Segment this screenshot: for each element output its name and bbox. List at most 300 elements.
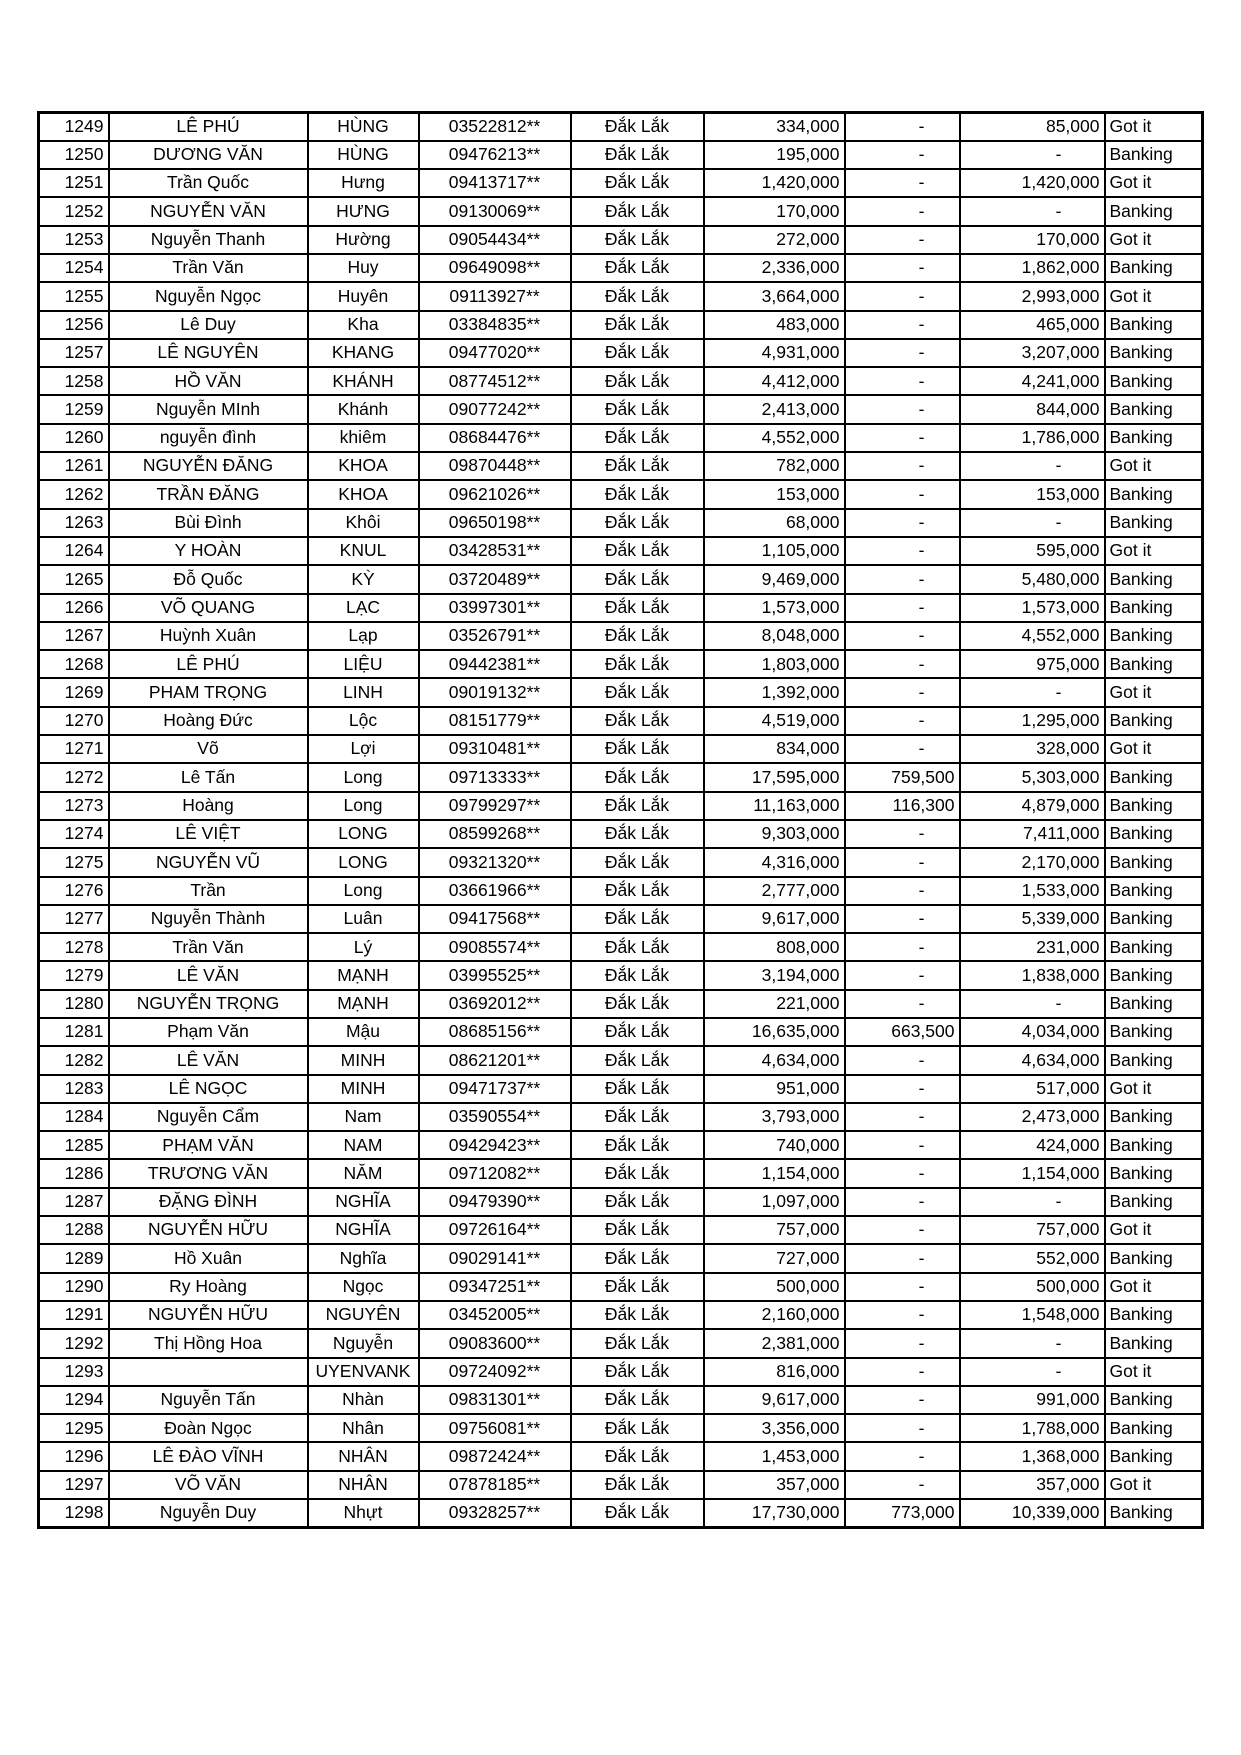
cell-province: Đắk Lắk: [571, 1499, 704, 1527]
cell-province: Đắk Lắk: [571, 1046, 704, 1074]
cell-given-name: KỲ: [308, 565, 419, 593]
table-row: [39, 113, 1203, 141]
cell-row-number: 1297: [39, 1471, 109, 1499]
cell-row-number: 1260: [39, 424, 109, 452]
cell-last-middle-name: Lê Tấn: [109, 763, 308, 791]
cell-amount-2: -: [845, 594, 960, 622]
cell-amount-1: 3,664,000: [704, 282, 845, 310]
cell-amount-3: -: [960, 197, 1105, 225]
cell-row-number: 1265: [39, 565, 109, 593]
table-row: [39, 1301, 1203, 1329]
cell-amount-2: 759,500: [845, 763, 960, 791]
cell-row-number: 1266: [39, 594, 109, 622]
cell-amount-2: -: [845, 537, 960, 565]
cell-amount-1: 2,413,000: [704, 395, 845, 423]
cell-phone-masked: 09831301**: [419, 1386, 571, 1414]
cell-row-number: 1263: [39, 509, 109, 537]
cell-given-name: Nhân: [308, 1414, 419, 1442]
cell-amount-3: 5,339,000: [960, 905, 1105, 933]
cell-amount-2: -: [845, 848, 960, 876]
cell-last-middle-name: NGUYỄN ĐĂNG: [109, 452, 308, 480]
table-row: [39, 1046, 1203, 1074]
cell-amount-2: -: [845, 905, 960, 933]
table-row: [39, 820, 1203, 848]
cell-row-number: 1278: [39, 933, 109, 961]
cell-given-name: HÙNG: [308, 141, 419, 169]
cell-amount-2: -: [845, 1358, 960, 1386]
cell-amount-2: -: [845, 1329, 960, 1357]
cell-given-name: LẠC: [308, 594, 419, 622]
table-row: [39, 905, 1203, 933]
cell-amount-2: -: [845, 424, 960, 452]
cell-last-middle-name: Nguyễn Tấn: [109, 1386, 308, 1414]
cell-row-number: 1296: [39, 1442, 109, 1470]
table-row: [39, 424, 1203, 452]
cell-status: Banking: [1105, 197, 1203, 225]
cell-row-number: 1288: [39, 1216, 109, 1244]
cell-province: Đắk Lắk: [571, 1244, 704, 1272]
cell-last-middle-name: VÕ VĂN: [109, 1471, 308, 1499]
cell-amount-3: -: [960, 990, 1105, 1018]
cell-amount-1: 834,000: [704, 735, 845, 763]
cell-status: Got it: [1105, 1216, 1203, 1244]
cell-given-name: MẠNH: [308, 990, 419, 1018]
cell-given-name: LONG: [308, 848, 419, 876]
cell-status: Banking: [1105, 961, 1203, 989]
cell-amount-1: 357,000: [704, 1471, 845, 1499]
cell-last-middle-name: Nguyễn Thanh: [109, 226, 308, 254]
cell-row-number: 1279: [39, 961, 109, 989]
cell-amount-2: 773,000: [845, 1499, 960, 1527]
cell-amount-3: 5,480,000: [960, 565, 1105, 593]
cell-phone-masked: 03692012**: [419, 990, 571, 1018]
cell-status: Banking: [1105, 1018, 1203, 1046]
cell-row-number: 1253: [39, 226, 109, 254]
cell-given-name: NHÂN: [308, 1442, 419, 1470]
cell-last-middle-name: nguyễn đình: [109, 424, 308, 452]
cell-given-name: UYENVANK: [308, 1358, 419, 1386]
cell-given-name: HƯNG: [308, 197, 419, 225]
cell-amount-1: 500,000: [704, 1273, 845, 1301]
cell-given-name: NĂM: [308, 1159, 419, 1187]
cell-status: Banking: [1105, 1103, 1203, 1131]
cell-amount-3: -: [960, 1358, 1105, 1386]
cell-amount-1: 4,931,000: [704, 339, 845, 367]
cell-status: Banking: [1105, 990, 1203, 1018]
cell-given-name: HÙNG: [308, 113, 419, 141]
cell-phone-masked: 09347251**: [419, 1273, 571, 1301]
cell-last-middle-name: Nguyễn Cẩm: [109, 1103, 308, 1131]
cell-amount-1: 272,000: [704, 226, 845, 254]
cell-phone-masked: 03997301**: [419, 594, 571, 622]
cell-given-name: MẠNH: [308, 961, 419, 989]
cell-province: Đắk Lắk: [571, 169, 704, 197]
cell-amount-3: 4,634,000: [960, 1046, 1105, 1074]
cell-amount-3: 5,303,000: [960, 763, 1105, 791]
cell-province: Đắk Lắk: [571, 565, 704, 593]
cell-amount-3: 1,420,000: [960, 169, 1105, 197]
cell-phone-masked: 09724092**: [419, 1358, 571, 1386]
cell-amount-2: -: [845, 990, 960, 1018]
cell-last-middle-name: Đỗ Quốc: [109, 565, 308, 593]
cell-row-number: 1268: [39, 650, 109, 678]
cell-province: Đắk Lắk: [571, 254, 704, 282]
cell-province: Đắk Lắk: [571, 1188, 704, 1216]
cell-amount-3: 517,000: [960, 1075, 1105, 1103]
cell-last-middle-name: Ry Hoàng: [109, 1273, 308, 1301]
cell-amount-3: 2,473,000: [960, 1103, 1105, 1131]
cell-phone-masked: 08774512**: [419, 367, 571, 395]
cell-amount-3: 10,339,000: [960, 1499, 1105, 1527]
cell-province: Đắk Lắk: [571, 792, 704, 820]
cell-last-middle-name: Bùi Đình: [109, 509, 308, 537]
cell-given-name: Nhàn: [308, 1386, 419, 1414]
cell-amount-1: 1,154,000: [704, 1159, 845, 1187]
cell-row-number: 1276: [39, 877, 109, 905]
cell-province: Đắk Lắk: [571, 537, 704, 565]
cell-last-middle-name: Trần Văn: [109, 933, 308, 961]
cell-province: Đắk Lắk: [571, 1216, 704, 1244]
cell-amount-1: 2,336,000: [704, 254, 845, 282]
cell-amount-3: -: [960, 141, 1105, 169]
cell-given-name: NHÂN: [308, 1471, 419, 1499]
cell-province: Đắk Lắk: [571, 367, 704, 395]
cell-status: Banking: [1105, 311, 1203, 339]
table-row: [39, 226, 1203, 254]
cell-phone-masked: 07878185**: [419, 1471, 571, 1499]
cell-row-number: 1282: [39, 1046, 109, 1074]
cell-amount-1: 9,617,000: [704, 1386, 845, 1414]
cell-status: Banking: [1105, 1188, 1203, 1216]
cell-status: Banking: [1105, 339, 1203, 367]
cell-amount-1: 8,048,000: [704, 622, 845, 650]
cell-last-middle-name: Nguyễn Ngọc: [109, 282, 308, 310]
cell-amount-1: 3,793,000: [704, 1103, 845, 1131]
table-row: [39, 877, 1203, 905]
cell-last-middle-name: Y HOÀN: [109, 537, 308, 565]
cell-amount-1: 1,803,000: [704, 650, 845, 678]
cell-amount-2: -: [845, 1386, 960, 1414]
cell-last-middle-name: Đoàn Ngọc: [109, 1414, 308, 1442]
cell-phone-masked: 03384835**: [419, 311, 571, 339]
cell-amount-3: 231,000: [960, 933, 1105, 961]
cell-row-number: 1270: [39, 707, 109, 735]
cell-given-name: KHOA: [308, 452, 419, 480]
cell-given-name: Hường: [308, 226, 419, 254]
cell-amount-3: 1,838,000: [960, 961, 1105, 989]
cell-amount-1: 1,105,000: [704, 537, 845, 565]
cell-province: Đắk Lắk: [571, 877, 704, 905]
cell-province: Đắk Lắk: [571, 1075, 704, 1103]
cell-province: Đắk Lắk: [571, 452, 704, 480]
cell-amount-1: 4,552,000: [704, 424, 845, 452]
cell-given-name: Ngọc: [308, 1273, 419, 1301]
cell-amount-2: -: [845, 707, 960, 735]
cell-row-number: 1290: [39, 1273, 109, 1301]
cell-given-name: LINH: [308, 678, 419, 706]
cell-last-middle-name: LÊ PHÚ: [109, 650, 308, 678]
cell-given-name: Nghĩa: [308, 1244, 419, 1272]
cell-given-name: KNUL: [308, 537, 419, 565]
cell-province: Đắk Lắk: [571, 311, 704, 339]
cell-province: Đắk Lắk: [571, 735, 704, 763]
cell-amount-1: 221,000: [704, 990, 845, 1018]
cell-province: Đắk Lắk: [571, 678, 704, 706]
cell-row-number: 1285: [39, 1131, 109, 1159]
cell-row-number: 1252: [39, 197, 109, 225]
cell-last-middle-name: LÊ PHÚ: [109, 113, 308, 141]
cell-amount-2: -: [845, 339, 960, 367]
cell-province: Đắk Lắk: [571, 1386, 704, 1414]
table-row: [39, 169, 1203, 197]
cell-row-number: 1295: [39, 1414, 109, 1442]
cell-last-middle-name: NGUYỄN TRỌNG: [109, 990, 308, 1018]
cell-phone-masked: 03522812**: [419, 113, 571, 141]
cell-amount-2: -: [845, 1471, 960, 1499]
cell-row-number: 1275: [39, 848, 109, 876]
cell-phone-masked: 09077242**: [419, 395, 571, 423]
cell-status: Banking: [1105, 1442, 1203, 1470]
table-row: [39, 254, 1203, 282]
cell-province: Đắk Lắk: [571, 113, 704, 141]
cell-given-name: KHÁNH: [308, 367, 419, 395]
cell-phone-masked: 09872424**: [419, 1442, 571, 1470]
cell-province: Đắk Lắk: [571, 650, 704, 678]
cell-province: Đắk Lắk: [571, 990, 704, 1018]
cell-phone-masked: 09429423**: [419, 1131, 571, 1159]
cell-amount-3: -: [960, 678, 1105, 706]
cell-status: Banking: [1105, 565, 1203, 593]
cell-amount-3: 2,993,000: [960, 282, 1105, 310]
cell-amount-2: -: [845, 1159, 960, 1187]
cell-phone-masked: 09130069**: [419, 197, 571, 225]
cell-given-name: Huyên: [308, 282, 419, 310]
cell-phone-masked: 09328257**: [419, 1499, 571, 1527]
cell-status: Banking: [1105, 141, 1203, 169]
cell-phone-masked: 09621026**: [419, 480, 571, 508]
table-row: [39, 990, 1203, 1018]
cell-given-name: Lợi: [308, 735, 419, 763]
cell-amount-3: 1,533,000: [960, 877, 1105, 905]
cell-phone-masked: 03428531**: [419, 537, 571, 565]
cell-amount-2: -: [845, 622, 960, 650]
cell-last-middle-name: Nguyễn MInh: [109, 395, 308, 423]
cell-status: Got it: [1105, 113, 1203, 141]
cell-amount-3: 1,295,000: [960, 707, 1105, 735]
table-row: [39, 1103, 1203, 1131]
cell-last-middle-name: LÊ ĐÀO VĨNH: [109, 1442, 308, 1470]
cell-phone-masked: 08151779**: [419, 707, 571, 735]
cell-amount-2: -: [845, 169, 960, 197]
cell-status: Got it: [1105, 1471, 1203, 1499]
cell-amount-2: -: [845, 1273, 960, 1301]
cell-amount-2: -: [845, 367, 960, 395]
cell-row-number: 1280: [39, 990, 109, 1018]
table-row: [39, 1075, 1203, 1103]
cell-given-name: khiêm: [308, 424, 419, 452]
cell-amount-2: 663,500: [845, 1018, 960, 1046]
cell-amount-1: 4,634,000: [704, 1046, 845, 1074]
cell-amount-1: 808,000: [704, 933, 845, 961]
cell-last-middle-name: NGUYỄN VĂN: [109, 197, 308, 225]
table-row: [39, 197, 1203, 225]
cell-phone-masked: 09029141**: [419, 1244, 571, 1272]
cell-amount-1: 483,000: [704, 311, 845, 339]
cell-row-number: 1283: [39, 1075, 109, 1103]
cell-amount-3: 2,170,000: [960, 848, 1105, 876]
cell-amount-3: 4,879,000: [960, 792, 1105, 820]
cell-province: Đắk Lắk: [571, 905, 704, 933]
cell-last-middle-name: ĐẶNG ĐÌNH: [109, 1188, 308, 1216]
table-row: [39, 622, 1203, 650]
cell-phone-masked: 09054434**: [419, 226, 571, 254]
cell-given-name: Long: [308, 792, 419, 820]
cell-last-middle-name: Trần Văn: [109, 254, 308, 282]
cell-given-name: NGHĨA: [308, 1216, 419, 1244]
cell-status: Banking: [1105, 1386, 1203, 1414]
cell-amount-1: 3,194,000: [704, 961, 845, 989]
cell-amount-2: -: [845, 395, 960, 423]
cell-status: Banking: [1105, 877, 1203, 905]
cell-amount-1: 1,392,000: [704, 678, 845, 706]
cell-status: Banking: [1105, 1159, 1203, 1187]
cell-amount-2: -: [845, 1075, 960, 1103]
cell-province: Đắk Lắk: [571, 763, 704, 791]
cell-amount-1: 170,000: [704, 197, 845, 225]
cell-given-name: Khánh: [308, 395, 419, 423]
cell-phone-masked: 09321320**: [419, 848, 571, 876]
cell-status: Got it: [1105, 1075, 1203, 1103]
cell-amount-1: 4,519,000: [704, 707, 845, 735]
table-row: [39, 537, 1203, 565]
cell-last-middle-name: Võ: [109, 735, 308, 763]
cell-last-middle-name: NGUYỄN VŨ: [109, 848, 308, 876]
cell-amount-3: 170,000: [960, 226, 1105, 254]
table-row: [39, 792, 1203, 820]
cell-amount-3: -: [960, 452, 1105, 480]
cell-amount-2: -: [845, 1103, 960, 1131]
cell-amount-1: 153,000: [704, 480, 845, 508]
cell-last-middle-name: Lê Duy: [109, 311, 308, 339]
cell-row-number: 1271: [39, 735, 109, 763]
cell-amount-2: -: [845, 678, 960, 706]
table-row: [39, 1329, 1203, 1357]
cell-amount-3: 4,034,000: [960, 1018, 1105, 1046]
cell-amount-2: -: [845, 141, 960, 169]
cell-amount-2: -: [845, 735, 960, 763]
cell-status: Banking: [1105, 820, 1203, 848]
cell-status: Banking: [1105, 763, 1203, 791]
table-row: [39, 1386, 1203, 1414]
cell-amount-2: -: [845, 113, 960, 141]
cell-amount-1: 17,730,000: [704, 1499, 845, 1527]
cell-status: Banking: [1105, 650, 1203, 678]
cell-last-middle-name: LÊ VĂN: [109, 1046, 308, 1074]
cell-last-middle-name: Trần: [109, 877, 308, 905]
cell-province: Đắk Lắk: [571, 141, 704, 169]
cell-phone-masked: 09113927**: [419, 282, 571, 310]
cell-amount-3: 328,000: [960, 735, 1105, 763]
cell-amount-3: 424,000: [960, 1131, 1105, 1159]
cell-amount-1: 17,595,000: [704, 763, 845, 791]
cell-status: Banking: [1105, 905, 1203, 933]
cell-amount-2: 116,300: [845, 792, 960, 820]
table-row: [39, 1159, 1203, 1187]
cell-amount-1: 1,420,000: [704, 169, 845, 197]
cell-phone-masked: 09413717**: [419, 169, 571, 197]
cell-amount-2: -: [845, 282, 960, 310]
cell-given-name: LONG: [308, 820, 419, 848]
cell-given-name: LIỆU: [308, 650, 419, 678]
cell-province: Đắk Lắk: [571, 1273, 704, 1301]
cell-amount-1: 195,000: [704, 141, 845, 169]
cell-phone-masked: 09479390**: [419, 1188, 571, 1216]
cell-status: Banking: [1105, 480, 1203, 508]
cell-last-middle-name: NGUYỄN HỮU: [109, 1216, 308, 1244]
cell-amount-3: 1,786,000: [960, 424, 1105, 452]
cell-amount-1: 2,381,000: [704, 1329, 845, 1357]
cell-row-number: 1274: [39, 820, 109, 848]
cell-phone-masked: 09650198**: [419, 509, 571, 537]
table-row: [39, 1273, 1203, 1301]
cell-status: Banking: [1105, 1244, 1203, 1272]
cell-status: Banking: [1105, 254, 1203, 282]
cell-status: Banking: [1105, 933, 1203, 961]
cell-province: Đắk Lắk: [571, 1329, 704, 1357]
cell-province: Đắk Lắk: [571, 1018, 704, 1046]
table-row: [39, 311, 1203, 339]
cell-row-number: 1269: [39, 678, 109, 706]
cell-amount-1: 757,000: [704, 1216, 845, 1244]
cell-last-middle-name: VÕ QUANG: [109, 594, 308, 622]
cell-province: Đắk Lắk: [571, 1471, 704, 1499]
cell-amount-2: -: [845, 1414, 960, 1442]
cell-status: Got it: [1105, 1273, 1203, 1301]
cell-amount-3: 1,548,000: [960, 1301, 1105, 1329]
cell-last-middle-name: TRƯƠNG VĂN: [109, 1159, 308, 1187]
table-row: [39, 1442, 1203, 1470]
cell-given-name: MINH: [308, 1046, 419, 1074]
cell-row-number: 1293: [39, 1358, 109, 1386]
cell-given-name: Nguyễn: [308, 1329, 419, 1357]
cell-province: Đắk Lắk: [571, 339, 704, 367]
cell-amount-3: 975,000: [960, 650, 1105, 678]
cell-phone-masked: 09477020**: [419, 339, 571, 367]
cell-status: Banking: [1105, 395, 1203, 423]
cell-amount-3: -: [960, 509, 1105, 537]
cell-province: Đắk Lắk: [571, 1131, 704, 1159]
cell-row-number: 1291: [39, 1301, 109, 1329]
cell-phone-masked: 09712082**: [419, 1159, 571, 1187]
cell-row-number: 1255: [39, 282, 109, 310]
cell-amount-1: 1,097,000: [704, 1188, 845, 1216]
table-row: [39, 594, 1203, 622]
table-row: [39, 367, 1203, 395]
cell-amount-2: -: [845, 933, 960, 961]
cell-amount-1: 11,163,000: [704, 792, 845, 820]
cell-last-middle-name: Nguyễn Thành: [109, 905, 308, 933]
cell-amount-1: 951,000: [704, 1075, 845, 1103]
cell-province: Đắk Lắk: [571, 961, 704, 989]
table-row: [39, 848, 1203, 876]
cell-status: Got it: [1105, 1358, 1203, 1386]
cell-province: Đắk Lắk: [571, 226, 704, 254]
cell-amount-3: 595,000: [960, 537, 1105, 565]
cell-amount-1: 9,303,000: [704, 820, 845, 848]
table-row: [39, 961, 1203, 989]
cell-amount-2: -: [845, 311, 960, 339]
cell-phone-masked: 09085574**: [419, 933, 571, 961]
